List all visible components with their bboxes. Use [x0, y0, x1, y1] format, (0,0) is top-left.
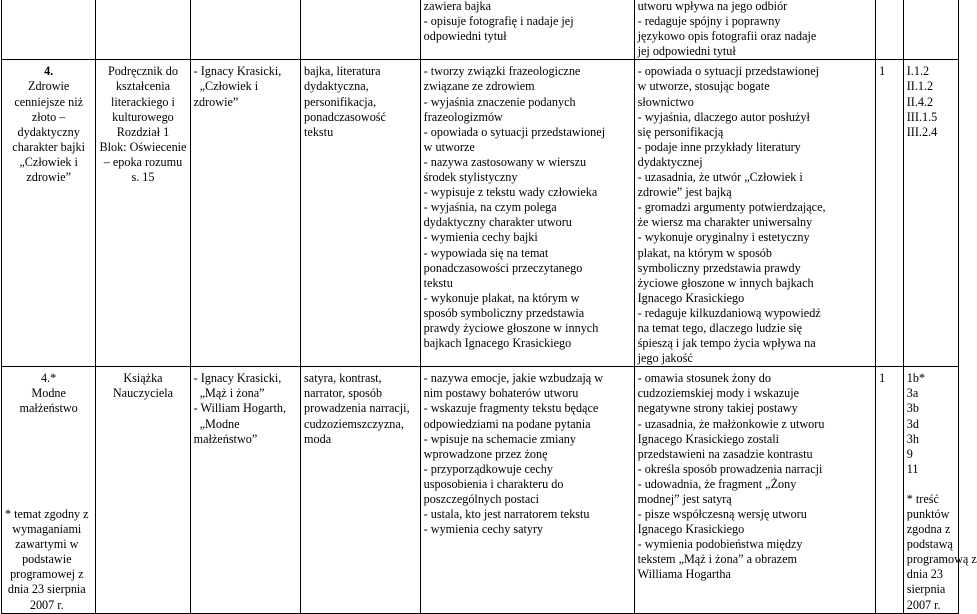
goal-line: - wypisuje z tekstu wady człowieka — [423, 185, 598, 200]
lesson-title-line: Zdrowie — [28, 79, 70, 94]
goal-line: związane ze zdrowiem — [423, 79, 535, 94]
cell-materials — [96, 60, 190, 367]
text-line: - William Hogarth, — [193, 401, 286, 416]
advanced-line: - uzasadnia, że małżonkowie z utworu — [637, 416, 825, 431]
lesson-note-line: zawartymi w — [15, 537, 79, 552]
text-line: „Modne — [199, 416, 240, 431]
cell-concepts — [301, 60, 421, 367]
lesson-title-line: charakter bajki — [12, 139, 86, 154]
material-line: literackiego i — [110, 94, 175, 109]
lesson-number: 4. — [44, 64, 54, 79]
requirement-code: 3a — [906, 386, 919, 401]
advanced-line: życiowe głoszone w innych bajkach — [637, 275, 814, 290]
material-line: Nauczyciela — [112, 386, 174, 401]
material-line: – epoka rozumu — [103, 154, 183, 169]
requirement-note-line: * treść — [906, 491, 939, 506]
advanced-line: jego jakość — [637, 351, 693, 366]
cell-hours — [876, 367, 904, 613]
cell-advanced — [634, 367, 876, 613]
requirement-code: II.4.2 — [906, 94, 934, 109]
lesson-note-line: wymaganiami — [12, 522, 82, 537]
goal-line: tekstu — [423, 275, 453, 290]
lesson-note — [5, 507, 89, 613]
text-line: „Człowiek i — [199, 79, 259, 94]
advanced-line: plakat, na którym w sposób — [637, 245, 772, 260]
goal-line: w utworze — [423, 139, 475, 154]
cell-hours — [876, 0, 904, 60]
goal-line: wprowadzone przez żonę — [423, 446, 548, 461]
advanced-line: słownictwo — [637, 94, 694, 109]
material-line: Rozdział 1 — [116, 124, 170, 139]
lesson-note-line: podstawie — [22, 552, 72, 567]
text-line: - Ignacy Krasicki, — [193, 64, 282, 79]
requirement-code: 1b* — [906, 371, 926, 386]
goal-line: ponadczasowości przeczytanego — [423, 260, 583, 275]
cell-concepts — [301, 367, 421, 613]
cell-lesson — [2, 367, 96, 613]
goal-line: sposób symboliczny przedstawia — [423, 305, 585, 320]
text-line: - Ignacy Krasicki, — [193, 371, 282, 386]
advanced-line: przedstawieni na zasadzie kontrastu — [637, 446, 813, 461]
goal-line: - wyjaśnia, na czym polega — [423, 200, 557, 215]
advanced-line: w utworze, stosując bogate — [637, 79, 770, 94]
requirement-note-line: podstawą — [906, 537, 953, 552]
text-line: „Mąż i żona” — [199, 386, 265, 401]
lesson-note-line: 2007 r. — [29, 597, 64, 612]
text-line: małżeństwo” — [193, 431, 258, 446]
advanced-line: na temat tego, dlaczego ludzie się — [637, 320, 803, 335]
advanced-line: - wyjaśnia, dlaczego autor posłużył — [637, 109, 810, 124]
goal-line: - nazywa emocje, jakie wzbudzają w — [423, 371, 604, 386]
goal-line: poszczególnych postaci — [423, 492, 540, 506]
cell-lesson — [2, 0, 96, 60]
cell-hours — [876, 60, 904, 367]
advanced-line: się personifikacją — [637, 124, 724, 139]
cell-advanced — [634, 60, 876, 367]
advanced-line: językowo opis fotografii oraz nadaje — [637, 29, 817, 44]
advanced-line: zdrowie” jest bajką — [637, 185, 732, 200]
cell-goals — [420, 60, 634, 367]
cell-requirements — [903, 367, 977, 613]
requirement-note-line: dnia 23 — [906, 567, 943, 582]
concept-line: ponadczasowość — [304, 109, 386, 124]
cell-lesson — [2, 60, 96, 367]
advanced-line: tekstem „Mąż i żona” a obrazem — [637, 552, 797, 567]
table-row-continuation — [2, 0, 959, 60]
advanced-line: Ignacego Krasickiego zostali — [637, 431, 780, 446]
concept-line: dydaktyczna, — [304, 79, 369, 94]
lesson-title-line: cenniejsze niż — [14, 94, 83, 109]
goal-line: zawiera bajka — [423, 0, 491, 13]
requirement-spacer — [907, 477, 955, 492]
lesson-number: 4.* — [41, 371, 57, 386]
cell-materials — [96, 367, 190, 613]
advanced-line: - udowadnia, że fragment „Żony — [637, 476, 797, 491]
requirement-code: III.1.5 — [906, 109, 938, 124]
requirement-code: I.1.2 — [906, 64, 930, 79]
goal-line: - nazywa zastosowany w wierszu — [423, 154, 587, 169]
advanced-line: - opowiada o sytuacji przedstawionej — [637, 64, 820, 79]
advanced-line: że wiersz ma charakter uniwersalny — [637, 215, 813, 230]
cell-goals — [420, 367, 634, 613]
lesson-note-line: dnia 23 sierpnia — [7, 582, 86, 597]
advanced-line: symboliczny przedstawia prawdy — [637, 260, 801, 275]
cell-concepts — [301, 0, 421, 60]
goal-line: - opisuje fotografię i nadaje jej — [423, 14, 574, 29]
advanced-line: - określa sposób prowadzenia narracji — [637, 461, 823, 476]
requirement-note-line: programową z — [906, 552, 977, 567]
goal-line: dydaktyczny charakter utworu — [423, 215, 572, 230]
goal-line: - wymienia cechy bajki — [423, 230, 538, 245]
advanced-line: - redaguje kilkuzdaniową wypowiedź — [637, 305, 821, 320]
goal-line: odpowiedni tytuł — [423, 29, 507, 44]
advanced-line: Ignacego Krasickiego — [637, 522, 745, 537]
goal-line: - wymienia cechy satyry — [423, 522, 544, 537]
table-row-lesson-4-star — [2, 367, 959, 613]
text-line: zdrowie” — [193, 94, 239, 109]
goal-line: prawdy życiowe głoszone w innych — [423, 320, 599, 335]
goal-line: usposobienia i charakteru do — [423, 476, 564, 491]
requirement-code: 3d — [906, 416, 919, 431]
requirement-note-line: punktów — [906, 507, 950, 521]
cell-requirements — [903, 60, 958, 367]
cell-advanced — [634, 0, 876, 60]
goal-line: - tworzy związki frazeologiczne — [423, 64, 581, 79]
advanced-line: utworu wpływa na jego odbiór — [637, 0, 788, 13]
goal-line: - wykonuje plakat, na którym w — [423, 290, 580, 305]
goal-line: nim postawy bohaterów utworu — [423, 386, 579, 401]
advanced-line: - podaje inne przykłady literatury — [637, 139, 801, 154]
cell-texts — [190, 60, 300, 367]
lesson-title-line: dydaktyczny — [17, 124, 80, 139]
lesson-title-line: Modne — [31, 386, 66, 401]
goal-line: - przyporządkowuje cechy — [423, 461, 553, 476]
requirement-note-line: 2007 r. — [906, 597, 941, 612]
lesson-note-line: * temat zgodny z — [5, 507, 89, 521]
goal-line: - opowiada o sytuacji przedstawionej — [423, 124, 606, 139]
advanced-line: - uzasadnia, że utwór „Człowiek i — [637, 170, 803, 185]
lesson-title-line: małżeństwo — [19, 401, 78, 416]
goal-line: - wyjaśnia znaczenie podanych — [423, 94, 576, 109]
concept-line: bajka, literatura — [304, 64, 381, 79]
cell-materials — [96, 0, 190, 60]
advanced-line: - wymienia podobieństwa między — [637, 537, 803, 552]
material-line: Podręcznik do — [107, 64, 178, 79]
cell-texts — [190, 0, 300, 60]
hours-value: 1 — [879, 64, 886, 79]
requirement-code: 9 — [906, 446, 913, 461]
concept-line: prowadzenia narracji, — [304, 401, 410, 416]
advanced-line: Ignacego Krasickiego — [637, 290, 745, 305]
goal-line: - wypowiada się na temat — [423, 245, 549, 260]
advanced-line: Williama Hogartha — [637, 567, 731, 582]
material-line: Książka — [123, 371, 163, 386]
requirement-code: III.2.4 — [906, 124, 938, 139]
requirement-code: II.1.2 — [906, 79, 934, 94]
lesson-title-line: złoto – — [31, 109, 66, 124]
material-line: kulturowego — [112, 109, 174, 124]
cell-texts — [190, 367, 300, 613]
requirement-note-line: sierpnia — [906, 582, 946, 597]
advanced-line: - omawia stosunek żony do — [637, 371, 771, 386]
hours-value: 1 — [879, 371, 886, 386]
concept-line: cudzoziemszczyzna, — [304, 416, 404, 431]
lesson-title-line: zdrowie” — [26, 170, 71, 185]
curriculum-table — [1, 0, 977, 614]
advanced-line: modnej” jest satyrą — [637, 492, 732, 506]
lesson-title-line: „Człowiek i — [19, 154, 78, 169]
cell-goals — [420, 0, 634, 60]
goal-line: - ustala, kto jest narratorem tekstu — [423, 507, 590, 522]
advanced-line: - pisze współczesną wersję utworu — [637, 507, 807, 522]
material-line: kształcenia — [115, 79, 171, 94]
advanced-line: - redaguje spójny i poprawny — [637, 14, 781, 29]
material-line: Blok: Oświecenie — [99, 139, 187, 154]
advanced-line: negatywne strony takiej postawy — [637, 401, 798, 416]
concept-line: tekstu — [304, 124, 334, 139]
lesson-note-line: programowej z — [10, 567, 84, 582]
concept-line: narrator, sposób — [304, 386, 383, 401]
table-row-lesson-4 — [2, 60, 959, 367]
cell-requirements — [903, 0, 958, 60]
goal-line: - wpisuje na schemacie zmiany — [423, 431, 576, 446]
concept-line: satyra, kontrast, — [304, 371, 382, 386]
concept-line: personifikacja, — [304, 94, 377, 109]
requirement-code: 3h — [906, 431, 919, 446]
goal-line: odpowiedziami na podane pytania — [423, 416, 591, 431]
advanced-line: śpieszą i jak tempo życia wpływa na — [637, 336, 816, 351]
advanced-line: - gromadzi argumenty potwierdzające, — [637, 200, 826, 215]
advanced-line: - wykonuje oryginalny i estetyczny — [637, 230, 810, 245]
advanced-line: dydaktycznej — [637, 154, 703, 169]
advanced-line: cudzoziemskiej mody i wskazuje — [637, 386, 800, 401]
requirement-code: 11 — [906, 461, 919, 476]
material-line: s. 15 — [131, 170, 155, 185]
goal-line: - wskazuje fragmenty tekstu będące — [423, 401, 599, 416]
goal-line: środek stylistyczny — [423, 170, 518, 185]
requirement-code: 3b — [906, 401, 919, 416]
concept-line: moda — [304, 431, 332, 446]
requirement-note-line: zgodna z — [906, 522, 951, 537]
goal-line: bajkach Ignacego Krasickiego — [423, 336, 572, 351]
advanced-line: jej odpowiedni tytuł — [637, 44, 736, 59]
goal-line: frazeologizmów — [423, 109, 503, 124]
